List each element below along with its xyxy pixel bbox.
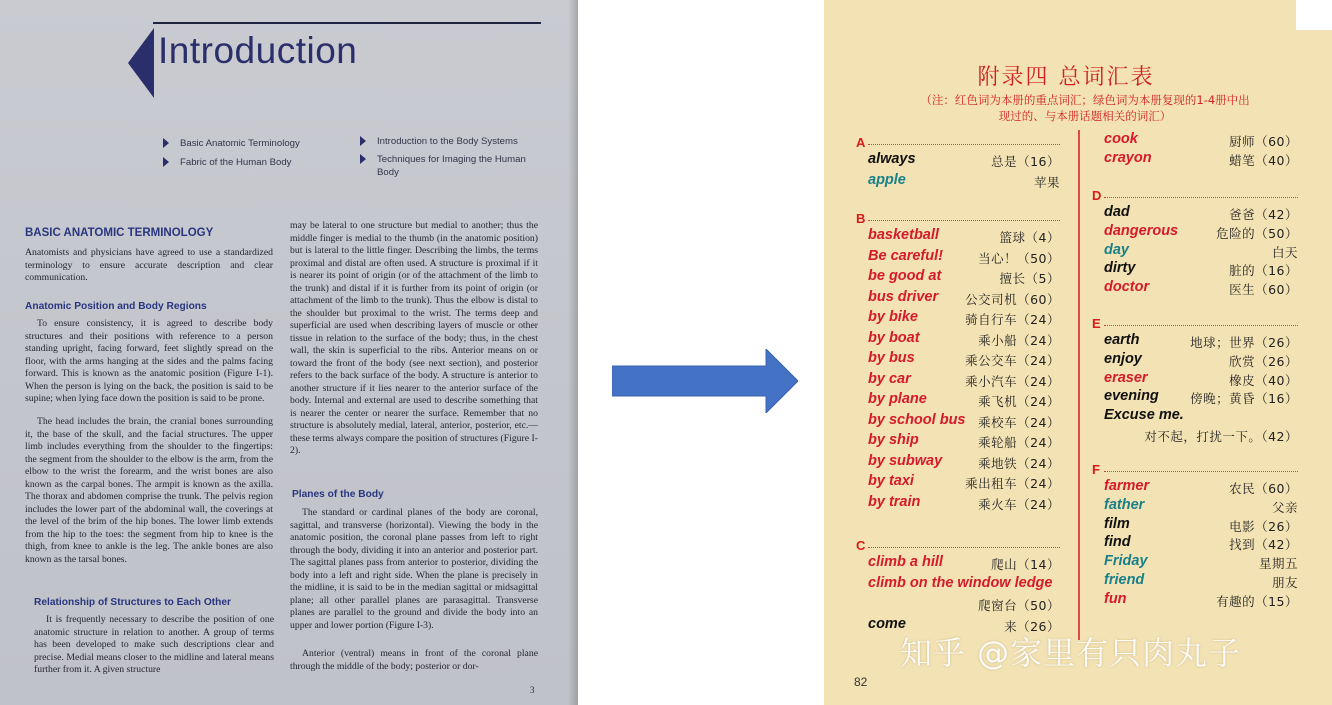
vocab-meaning: 擅长（5） [999, 271, 1060, 286]
vocab-word: enjoy [1104, 350, 1142, 367]
vocab-word: by train [868, 493, 921, 510]
paragraph-relationship: It is frequently necessary to describe the position of one anatomic structure in relation to another. A group of terms has been developed to make such descriptions clear and precise. Medial means closer to the midline and lateral means further from it. A given structure [34, 614, 274, 675]
letter-label: D [1092, 188, 1102, 203]
vocab-entry [1104, 131, 1298, 150]
vocab-entry [1104, 332, 1298, 351]
vocab-meaning: 蜡笔（40） [1229, 153, 1298, 168]
vocab-meaning: 苹果 [1033, 174, 1060, 190]
paragraph-anterior: Anterior (ventral) means in front of the coronal plane through the middle of the body; posterior or dor- [290, 648, 538, 672]
vocab-word: father [1104, 496, 1145, 513]
vocab-meaning: 乘地铁（24） [978, 455, 1060, 471]
dotted-rule [1104, 325, 1298, 326]
dotted-rule [1104, 197, 1298, 198]
vocab-word: by subway [868, 452, 943, 469]
vocab-entry [1104, 260, 1298, 279]
vocab-meaning: 爬山（14） [991, 557, 1060, 572]
vocab-word: climb on the window ledge [868, 574, 1053, 591]
page-number: 3 [530, 685, 535, 695]
vocab-entry [868, 289, 1060, 308]
vocab-meaning: 农民（60） [1229, 481, 1298, 496]
vocab-word: climb a hill [868, 554, 943, 570]
vocab-meaning: 乘轮船（24） [978, 435, 1060, 450]
vocab-word: basketball [868, 227, 939, 243]
vocab-entry [1104, 553, 1298, 572]
vocab-word: earth [1104, 332, 1140, 348]
vocab-meaning: 乘校车（24） [978, 414, 1060, 430]
subheading-relationship: Relationship of Structures to Each Other [34, 597, 231, 608]
right-vocabulary-page [824, 0, 1332, 705]
watermark: 知乎 @家里有只肉丸子 [900, 634, 1242, 672]
dotted-rule [868, 144, 1060, 145]
vocab-word: day [1104, 241, 1129, 258]
vocab-meaning: 电影（26） [1229, 518, 1298, 534]
vocab-word: by school bus [868, 411, 966, 428]
letter-label: E [1092, 316, 1101, 331]
intro-paragraph: Anatomists and physicians have agreed to use a standardized terminology to ensure accurate description and clear communication. [25, 247, 273, 283]
dotted-rule [868, 547, 1060, 548]
vocab-meaning: 白天 [1271, 244, 1298, 260]
vocab-entry [868, 616, 1060, 635]
vocab-entry [868, 412, 1060, 431]
page-gutter-shadow [568, 0, 578, 705]
vocab-meaning: 篮球（4） [999, 230, 1060, 245]
vocab-meaning: 厨师（60） [1229, 134, 1298, 149]
vocab-meaning: 父亲 [1271, 499, 1298, 515]
vocab-word: by plane [868, 391, 927, 407]
left-textbook-page [0, 0, 578, 705]
vocab-entry [868, 453, 1060, 472]
vocab-entry [1104, 591, 1298, 610]
vocab-word: by bike [868, 309, 918, 325]
letter-heading [856, 213, 1060, 227]
vocab-meaning: 乘小船（24） [978, 332, 1060, 348]
vocab-word: come [868, 615, 906, 632]
section-heading: BASIC ANATOMIC TERMINOLOGY [25, 227, 214, 239]
paragraph-anatomic-position: To ensure consistency, it is agreed to describe body structures and their positions with reference to a person standing upright, facing forward, feet slightly spread on the floor, with the arms hanging at the sides and the palms facing forward. This is known as the anatomic position (Figure I-1). When the person is lying on the back, the position is said to be supine; when lying face down the position is said to be prone. [25, 318, 273, 404]
vocab-entry [1104, 279, 1298, 298]
toc-item: Basic Anatomic Terminology [180, 137, 340, 150]
toc-item: Introduction to the Body Systems [377, 135, 537, 148]
vocab-word: eraser [1104, 369, 1148, 386]
letter-heading [1092, 464, 1298, 478]
vocab-entry [868, 473, 1060, 492]
vocab-word: bus driver [868, 288, 939, 305]
vocab-entry [868, 595, 1060, 614]
vocab-entry [1104, 150, 1298, 169]
vocab-meaning: 骑自行车（24） [965, 312, 1060, 327]
corner-background [1296, 0, 1332, 30]
vocab-word: dirty [1104, 260, 1136, 277]
vocab-meaning: 危险的（50） [1216, 225, 1298, 241]
toc-bullet-icon [360, 136, 366, 146]
paragraph-directional-terms: may be lateral to one structure but medial to another; thus the middle finger is medial to the thumb (in the anatomic position) but is lateral to the little finger. Describing the limbs, the terms proximal and distal are often used. A structure is proximal if it is nearer its point of origin (or of the attachment of the limb to the trunk) and distal if it is further from its point of origin (or attachment of the limb to the trunk). Thus the elbow is distal to the shoulder but proximal to the wrist. The terms deep and superficial are used when describing layers of muscle or other tissue in relation to the surface of the body; thus, in the chest wall, the skin is superficial to the ribs. Anterior means on or toward the front of the body (see next section), and posterior refers to the back surface of the body. A structure is anterior to another structure if it lies nearer to the anterior surface of the body. Internal and external are used to describe something that is nearer the center or nearer the surface. Remember that no structure is absolutely medial, lateral, anterior, posterior, etc.—these terms always compare the position of structures (Figure I-2). [290, 220, 538, 456]
vocab-word: be good at [868, 268, 942, 284]
column-divider [1078, 130, 1080, 640]
note-line: （注：红色词为本册的重点词汇；绿色词为本册复现的1-4册中出 [920, 93, 1250, 107]
vocab-word: doctor [1104, 279, 1150, 296]
vocab-word: by bus [868, 350, 915, 366]
dotted-rule [1104, 471, 1298, 472]
letter-heading [1092, 318, 1298, 332]
vocab-word: film [1104, 515, 1130, 532]
vocab-entry [868, 554, 1060, 573]
vocab-word: dangerous [1104, 222, 1179, 239]
vocab-word: fun [1104, 590, 1127, 607]
toc-bullet-icon [163, 157, 169, 167]
vocab-entry [1104, 388, 1298, 407]
vocab-word: find [1104, 534, 1131, 551]
vocab-word: apple [868, 171, 906, 188]
dotted-rule [868, 220, 1060, 221]
toc-item: Fabric of the Human Body [180, 156, 340, 169]
vocab-entry [868, 151, 1060, 170]
vocab-entry [1104, 497, 1298, 516]
vocab-word: friend [1104, 572, 1145, 588]
letter-heading [856, 540, 1060, 554]
vocab-entry [1104, 478, 1298, 497]
letter-label: C [856, 538, 866, 553]
vocab-entry [1104, 351, 1298, 370]
chapter-title: Introduction [158, 30, 358, 71]
vocab-entry [868, 391, 1060, 410]
vocab-meaning: 星期五 [1258, 556, 1298, 572]
vocab-entry [868, 330, 1060, 349]
vocab-entry [1104, 426, 1298, 445]
vocabulary-title: 附录四 总词汇表 [977, 65, 1155, 90]
title-rule [153, 22, 541, 24]
toc-bullet-icon [360, 154, 366, 164]
vocab-word: Friday [1104, 553, 1148, 570]
vocab-word: cook [1104, 131, 1138, 147]
vocab-word: always [868, 151, 916, 167]
page-number: 82 [854, 675, 868, 689]
vocab-word: crayon [1104, 150, 1152, 166]
right-arrow-icon [612, 349, 798, 413]
vocab-meaning: 总是（16） [991, 154, 1060, 169]
vocab-meaning: 来（26） [1004, 618, 1060, 634]
vocab-meaning: 朋友 [1271, 575, 1298, 590]
vocab-entry [868, 309, 1060, 328]
vocab-entry [1104, 204, 1298, 223]
vocab-meaning: 爸爸（42） [1229, 207, 1298, 222]
vocab-entry [1104, 223, 1298, 242]
paragraph-body-regions: The head includes the brain, the cranial bones surrounding it, the base of the skull, and the facial structures. The upper limb includes everything from the shoulder to the fingertips: the segment from the shoulder to the elbow is the arm, from the elbow to the wrist the forearm, and the wrist bones are also known as the carpal bones. The armpit is known as the axilla. The thorax and abdomen comprise the trunk. The pelvis region includes the lower part of the abdominal wall, the coverings at the level of the brim of the hip bones. The lower limb extends from the hip to the toes: the segment from hip to knee is the thigh, from knee to ankle is the leg. The ankle bones are also known as the tarsal bones. [25, 416, 273, 565]
vocab-word: by ship [868, 432, 919, 448]
toc-item: Techniques for Imaging the Human Body [377, 153, 537, 179]
subheading-anatomic-position: Anatomic Position and Body Regions [25, 301, 207, 312]
vocab-meaning: 对不起，打扰一下。（42） [1144, 429, 1298, 444]
vocab-meaning: 乘出租车（24） [965, 476, 1060, 491]
vocab-entry [868, 432, 1060, 451]
vocab-entry [1104, 516, 1298, 535]
toc-bullet-icon [163, 138, 169, 148]
vocab-meaning: 找到（42） [1229, 537, 1298, 553]
letter-label: A [856, 135, 866, 150]
vocab-entry [868, 172, 1060, 191]
vocab-word: Be careful! [868, 247, 943, 264]
vocab-entry [868, 494, 1060, 513]
paragraph-planes: The standard or cardinal planes of the body are coronal, sagittal, and transverse (horizontal). Viewing the body in the anatomic position, the coronal plane passes from left to right through the body, dividing it into an anterior and posterior part. The sagittal planes pass from anterior to posterior, dividing the body into a left and right side. When the plane is precisely in the midline, it is said to be in the median sagittal or midsagittal plane; all other parallel planes are parasagittal. Transverse planes are parallel to the ground and divide the body into an upper and lower portion (Figure I-3). [290, 507, 538, 631]
vocab-word: by boat [868, 329, 920, 346]
vocab-word: by car [868, 370, 911, 387]
vocab-word: evening [1104, 388, 1159, 405]
vocab-meaning: 乘公交车（24） [965, 353, 1060, 368]
letter-heading [856, 137, 1060, 151]
vocab-meaning: 欣赏（26） [1229, 353, 1298, 369]
vocab-meaning: 乘火车（24） [978, 496, 1060, 512]
note-line: 现过的、与本册话题相关的词汇） [998, 109, 1172, 123]
vocab-entry [1104, 370, 1298, 389]
vocab-entry [868, 268, 1060, 287]
vocab-word: Excuse me. [1104, 407, 1184, 424]
vocab-meaning: 乘飞机（24） [978, 394, 1060, 409]
subheading-planes: Planes of the Body [292, 489, 384, 500]
vocab-meaning: 医生（60） [1229, 282, 1298, 298]
vocab-word: by taxi [868, 473, 914, 489]
vocab-meaning: 脏的（16） [1229, 263, 1298, 279]
vocab-entry [1104, 407, 1298, 426]
vocab-word: dad [1104, 204, 1130, 220]
vocab-entry [868, 371, 1060, 390]
vocab-meaning: 当心！（50） [978, 250, 1060, 266]
vocab-meaning: 橡皮（40） [1229, 372, 1298, 388]
letter-heading [1092, 190, 1298, 204]
vocab-entry [1104, 242, 1298, 261]
chapter-arrow-icon [128, 28, 154, 98]
vocab-entry [868, 248, 1060, 267]
vocab-entry [1104, 534, 1298, 553]
vocab-meaning: 傍晚；黄昏（16） [1190, 391, 1298, 407]
vocab-entry [868, 227, 1060, 246]
vocab-meaning: 乘小汽车（24） [965, 373, 1060, 389]
vocab-meaning: 爬窗台（50） [978, 598, 1060, 613]
vocab-word: farmer [1104, 478, 1150, 494]
vocab-meaning: 公交司机（60） [965, 291, 1060, 307]
letter-label: F [1092, 462, 1100, 477]
vocab-meaning: 地球；世界（26） [1190, 335, 1298, 350]
vocab-meaning: 有趣的（15） [1216, 593, 1298, 609]
vocab-entry [868, 350, 1060, 369]
letter-label: B [856, 211, 866, 226]
vocab-entry [868, 575, 1060, 594]
vocabulary-note [870, 92, 1300, 124]
vocab-entry [1104, 572, 1298, 591]
